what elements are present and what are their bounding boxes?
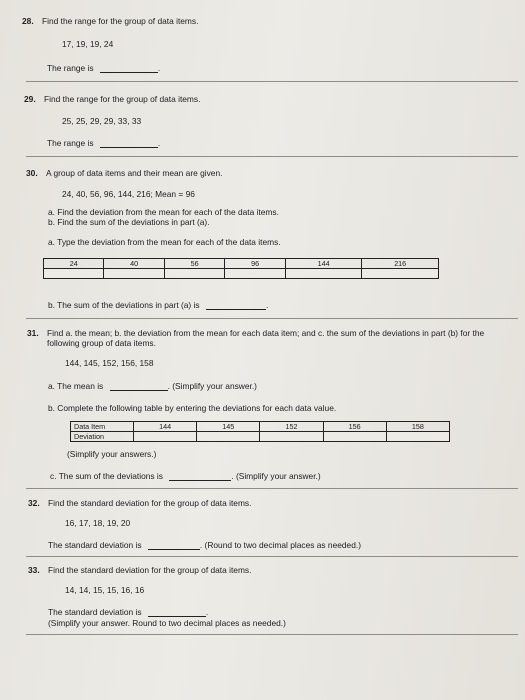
problem-32-answer-row xyxy=(48,540,361,550)
problem-30-prompt: A group of data items and their mean are given. xyxy=(46,168,223,178)
problem-28-answer-suffix: . xyxy=(157,63,161,73)
table-header-cell: 144 xyxy=(285,259,362,269)
table-row xyxy=(71,422,450,432)
deviation-input-cell[interactable] xyxy=(323,432,386,442)
problem-32-answer-suffix: . (Round to two decimal places as needed.) xyxy=(199,540,361,550)
problem-28-answer-prefix: The range is xyxy=(47,63,94,73)
deviation-input-cell[interactable] xyxy=(260,432,323,442)
problem-30-part-a: a. Type the deviation from the mean for each of the data items. xyxy=(48,237,281,247)
problem-29-prompt: Find the range for the group of data items. xyxy=(44,94,201,104)
problem-33-number: 33. xyxy=(28,565,40,575)
problem-30-number: 30. xyxy=(26,168,38,178)
problem-28-prompt: Find the range for the group of data items. xyxy=(42,16,199,26)
problem-31-prompt-line2: following group of data items. xyxy=(47,338,156,348)
row-label-data-item: Data Item xyxy=(71,422,134,432)
problem-33-answer-input[interactable] xyxy=(148,607,209,617)
problem-33-data: 14, 14, 15, 15, 16, 16 xyxy=(65,585,145,595)
problem-28-answer-row xyxy=(47,63,160,73)
problem-33-answer-row xyxy=(48,607,208,617)
divider xyxy=(26,634,518,635)
table-header-cell: 40 xyxy=(104,259,164,269)
problem-30-deviation-table xyxy=(43,258,439,279)
problem-28-number: 28. xyxy=(22,16,34,26)
table-header-cell: 216 xyxy=(362,259,439,269)
deviation-input-cell[interactable] xyxy=(104,269,164,279)
problem-31-part-a-row xyxy=(48,381,257,391)
problem-31-mean-input[interactable] xyxy=(110,382,168,391)
problem-31-part-a-prefix: a. The mean is xyxy=(48,381,104,391)
problem-28-answer-input[interactable] xyxy=(100,63,161,73)
problem-32-number: 32. xyxy=(28,498,40,508)
problem-29-answer-prefix: The range is xyxy=(47,138,94,148)
problem-31-deviation-table xyxy=(70,421,450,442)
problem-29-answer-row xyxy=(47,138,160,148)
table-row xyxy=(71,432,450,442)
deviation-input-cell[interactable] xyxy=(44,269,104,279)
problem-30-task-a: a. Find the deviation from the mean for each of the data items. xyxy=(48,207,279,217)
row-label-deviation: Deviation xyxy=(71,432,134,442)
problem-31-data: 144, 145, 152, 156, 158 xyxy=(65,358,154,368)
problem-31-part-a-suffix: . (Simplify your answer.) xyxy=(167,381,257,391)
problem-30-part-b-row xyxy=(48,300,268,310)
deviation-input-cell[interactable] xyxy=(197,432,260,442)
problem-30-part-b-suffix: . xyxy=(265,300,269,310)
table-value-cell: 145 xyxy=(197,422,260,432)
problem-30-task-b: b. Find the sum of the deviations in part (a). xyxy=(48,217,210,227)
problem-32-answer-input[interactable] xyxy=(148,541,200,550)
table-value-cell: 144 xyxy=(134,422,197,432)
table-value-cell: 152 xyxy=(260,422,323,432)
problem-31-part-c-suffix: . (Simplify your answer.) xyxy=(231,471,321,481)
problem-33-answer-suffix: . xyxy=(205,607,209,617)
problem-29-answer-suffix: . xyxy=(157,138,161,148)
table-row xyxy=(44,269,439,279)
divider xyxy=(26,318,518,319)
table-value-cell: 156 xyxy=(323,422,386,432)
problem-31-table-note: (Simplify your answers.) xyxy=(67,449,157,459)
table-header-cell: 56 xyxy=(164,259,224,269)
problem-32-data: 16, 17, 18, 19, 20 xyxy=(65,518,131,528)
problem-29-number: 29. xyxy=(24,94,36,104)
table-value-cell: 158 xyxy=(386,422,449,432)
divider xyxy=(26,156,518,157)
deviation-input-cell[interactable] xyxy=(225,269,285,279)
deviation-input-cell[interactable] xyxy=(285,269,362,279)
deviation-input-cell[interactable] xyxy=(386,432,449,442)
table-header-cell: 96 xyxy=(225,259,285,269)
problem-30-part-b-prefix: b. The sum of the deviations in part (a) is xyxy=(48,300,200,310)
problem-31-part-b: b. Complete the following table by entering the deviations for each data value. xyxy=(48,403,337,413)
problem-33-prompt: Find the standard deviation for the group of data items. xyxy=(48,565,252,575)
divider xyxy=(26,81,518,82)
problem-31-number: 31. xyxy=(27,328,39,338)
problem-31-part-c-prefix: c. The sum of the deviations is xyxy=(50,471,163,481)
problem-29-data: 25, 25, 29, 29, 33, 33 xyxy=(62,116,142,126)
table-row xyxy=(44,259,439,269)
divider xyxy=(26,488,518,489)
problem-33-answer-prefix: The standard deviation is xyxy=(48,607,142,617)
deviation-input-cell[interactable] xyxy=(164,269,224,279)
problem-30-data: 24, 40, 56, 96, 144, 216; Mean = 96 xyxy=(62,189,195,199)
problem-30-part-b-input[interactable] xyxy=(206,300,269,310)
problem-33-note: (Simplify your answer. Round to two decimal places as needed.) xyxy=(48,618,286,628)
problem-32-prompt: Find the standard deviation for the group of data items. xyxy=(48,498,252,508)
divider xyxy=(26,556,518,557)
problem-31-sum-input[interactable] xyxy=(169,472,231,481)
problem-31-prompt-line1: Find a. the mean; b. the deviation from the mean for each data item; and c. the sum of the deviations in part (b) for the xyxy=(47,328,485,338)
problem-31-part-c-row xyxy=(50,471,321,481)
problem-28-data: 17, 19, 19, 24 xyxy=(62,39,114,49)
problem-32-answer-prefix: The standard deviation is xyxy=(48,540,142,550)
table-header-cell: 24 xyxy=(44,259,104,269)
deviation-input-cell[interactable] xyxy=(362,269,439,279)
deviation-input-cell[interactable] xyxy=(134,432,197,442)
problem-29-answer-input[interactable] xyxy=(100,138,161,148)
